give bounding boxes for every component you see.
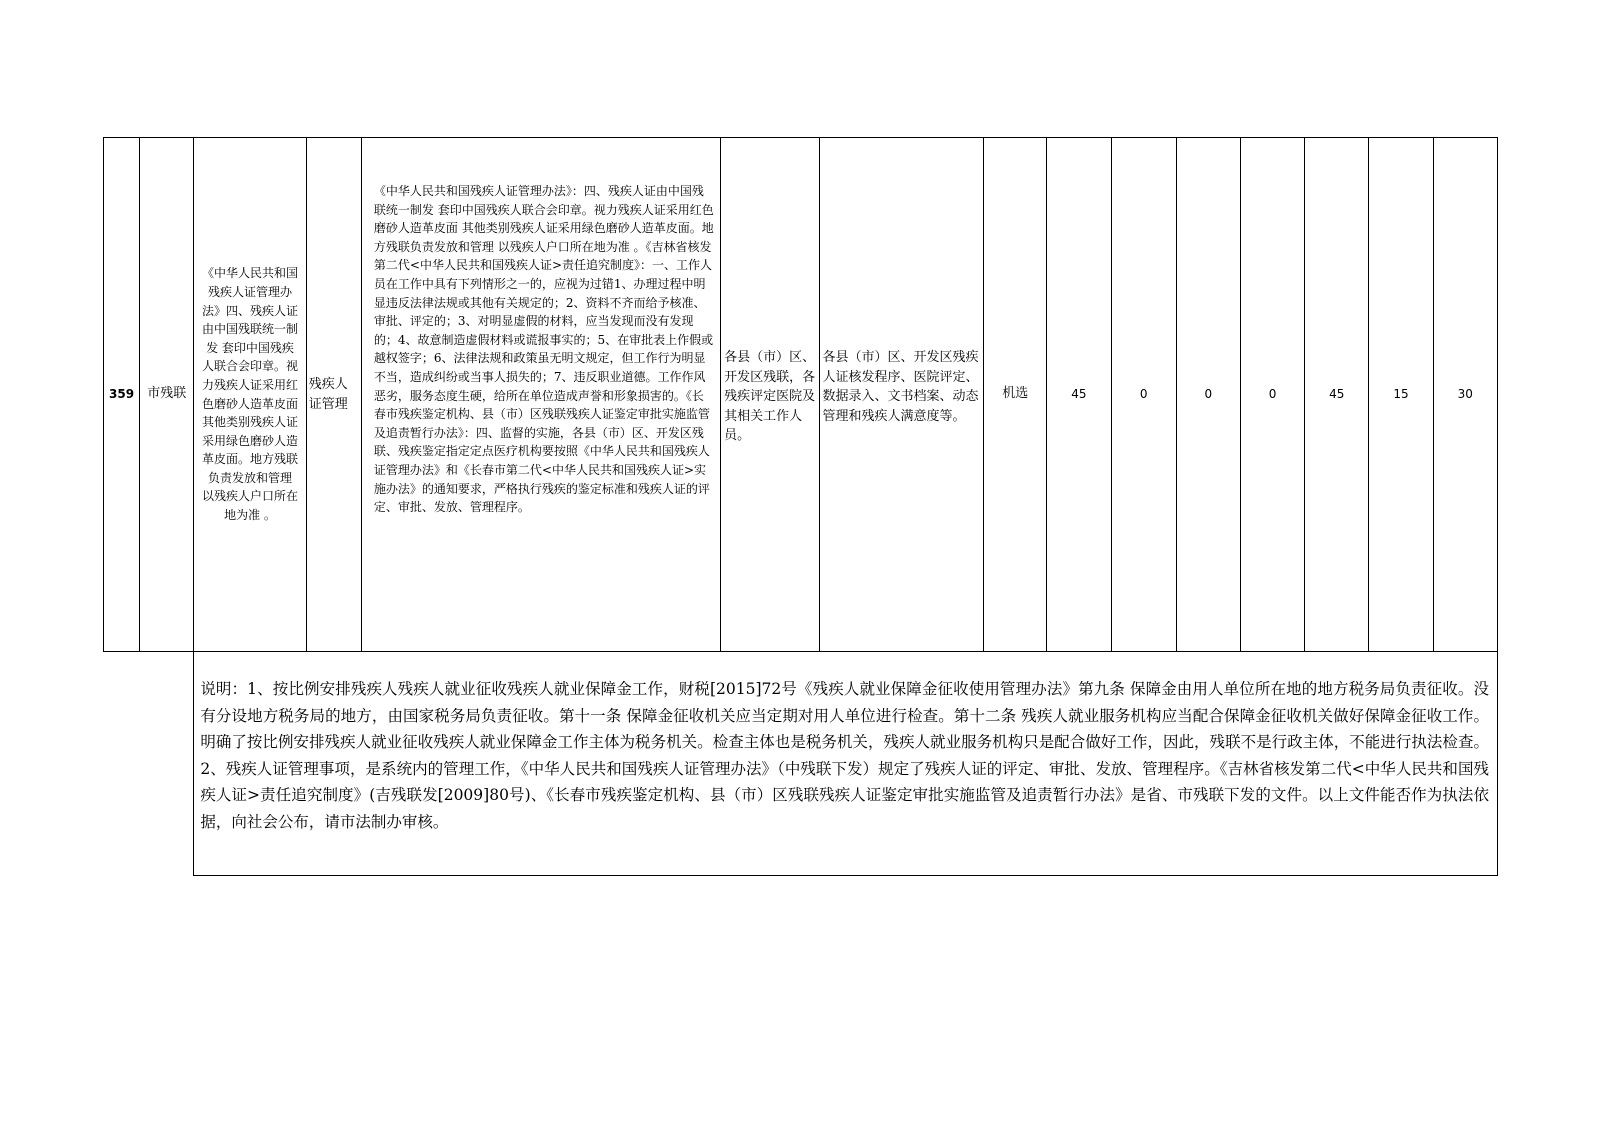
row-seq: 359 — [104, 138, 140, 652]
row-dept: 市残联 — [140, 138, 194, 652]
row-n6: 15 — [1369, 138, 1433, 652]
row-n2: 0 — [1111, 138, 1176, 652]
notes-blank-cell — [104, 652, 194, 876]
row-n5: 45 — [1305, 138, 1369, 652]
row-category: 残疾人证管理 — [306, 138, 361, 652]
row-method: 机选 — [984, 138, 1047, 652]
row-content: 各县（市）区、开发区残疾人证核发程序、医院评定、数据录入、文书档案、动态管理和残疾人满意度等。 — [819, 138, 984, 652]
row-legal-text — [361, 138, 720, 652]
notes-text: 说明：1、按比例安排残疾人残疾人就业征收残疾人就业保障金工作，财税[2015]72号《残疾人就业保障金征收使用管理办法》第九条 保障金由用人单位所在地的地方税务局负责征收。没有分设地方税务局的地方，由国家税务局负责征收。第十一条 保障金征收机关应当定期对用人单位进行检查。第十二条 残疾人就业服务机构应当配合保障金征收机关做好保障金征收工作。明确了按比例安排残疾人就业征收残疾人就业保障金工作主体为税务机关。检查主体也是税务机关，残疾人就业服务机构只是配合做好工作，因此，残联不是行政主体，不能进行执法检查。2、残疾人证管理事项，是系统内的管理工作，《中华人民共和国残疾人证管理办法》（中残联下发）规定了残疾人证的评定、审批、发放、管理程序。《吉林省核发第二代<中华人民共和国残疾人证>责任追究制度》(吉残联发[2009]80号)、《长春市残疾鉴定机构、县（市）区残联残疾人证鉴定审批实施监管及追责暂行办法》是省、市残联下发的文件。以上文件能否作为执法依据，向社会公布，请市法制办审核。 — [194, 652, 1498, 876]
row-n3: 0 — [1176, 138, 1240, 652]
row-n4: 0 — [1240, 138, 1304, 652]
row-scope: 各县（市）区、开发区残联，各残疾评定医院及其相关工作人员。 — [721, 138, 819, 652]
row-n1: 45 — [1047, 138, 1111, 652]
legal-text-body: 《中华人民共和国残疾人证管理办法》：四、残疾人证由中国残联统一制发 套印中国残疾人联合会印章。视力残疾人证采用红色磨砂人造革皮面 其他类别残疾人证采用绿色磨砂人造革皮面。地方残联负责发放和管理 以残疾人户口所在地为准 。《吉林省核发第二代<中华人民共和国残疾人证>责任追究制度》：一、工作人员在工作中具有下列情形之一的，应视为过错1、办理过程中明显违反法律法规或其他有关规定的；2、资料不齐而给予核准、审批、评定的；3、对明显虚假的材料，应当发现而没有发现的；4、故意制造虚假材料或谎报事实的；5、在审批表上作假或越权签字；6、法律法规和政策虽无明文规定，但工作行为明显不当，造成纠纷或当事人损失的；7、违反职业道德。工作作风恶劣，服务态度生硬，给所在单位造成声誉和形象损害的。《长春市残疾鉴定机构、县（市）区残联残疾人证鉴定审批实施监管及追责暂行办法》：四、监督的实施，各县（市）区、开发区残联、残疾鉴定指定定点医疗机构要按照《中华人民共和国残疾人证管理办法》和《长春市第二代<中华人民共和国残疾人证>实施办法》的通知要求，严格执行残疾的鉴定标准和残疾人证的评定、审批、发放、管理程序。 — [373, 184, 714, 515]
table-row — [104, 138, 1498, 652]
enforcement-table — [103, 137, 1498, 876]
row-basis: 《中华人民共和国残疾人证管理办法》四、残疾人证由中国残联统一制发 套印中国残疾人联合会印章。视力残疾人证采用红色磨砂人造革皮面 其他类别残疾人证采用绿色磨砂人造革皮面。地方残联负责发放和管理 以残疾人户口所在地为准 。 — [194, 138, 306, 652]
notes-row — [104, 652, 1498, 876]
row-n7: 30 — [1433, 138, 1497, 652]
